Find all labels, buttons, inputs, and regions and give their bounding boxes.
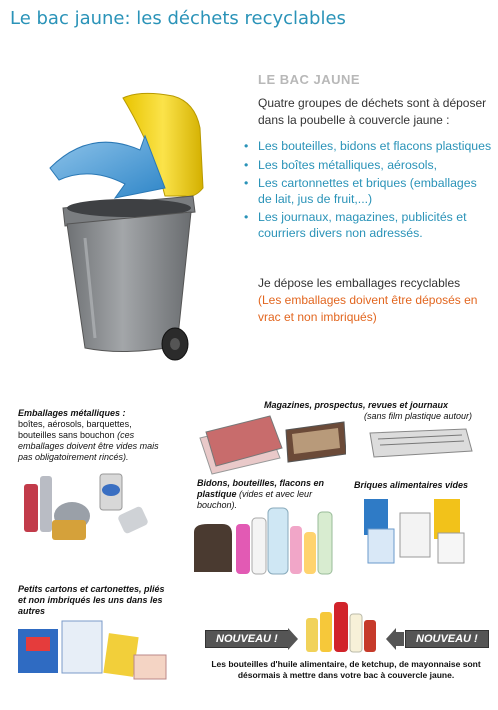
- page-title: Le bac jaune: les déchets recyclables: [10, 8, 346, 29]
- bricks-caption-title: Briques alimentaires vides: [354, 480, 469, 490]
- metal-caption-body: boîtes, aérosols, barquettes, bouteilles sans bouchon: [18, 419, 132, 440]
- list-item: • Les cartonnettes et briques (emballages de lait, jus de fruit,...): [242, 176, 492, 207]
- nouveau-text: Les bouteilles d'huile alimentaire, de ketchup, de mayonnaise sont désormais à mettre dans votre bac à couvercle jaune.: [211, 659, 481, 680]
- yellow-bin-illustration: [45, 88, 205, 373]
- magazines-caption-note: (sans film plastique autour): [364, 411, 473, 421]
- food-bricks-image: [360, 493, 475, 565]
- magazines-caption-title: Magazines, prospectus, revues et journaux: [264, 400, 449, 410]
- bottles-caption-note: (vides et avec leur bouchon).: [197, 489, 313, 510]
- nouveau-badge-right: NOUVEAU !: [405, 630, 489, 648]
- list-item: • Les boîtes métalliques, aérosols,: [242, 158, 492, 174]
- newspapers-image: [366, 425, 476, 460]
- arrow-left-icon: [386, 628, 404, 650]
- metal-packaging-image: [14, 470, 164, 545]
- list-item: • Les bouteilles, bidons et flacons plastiques: [242, 139, 492, 155]
- arrow-right-icon: [280, 628, 298, 650]
- cartons-caption: [18, 584, 173, 617]
- sauce-bottles-image: [302, 598, 382, 654]
- cartons-caption-title: Petits cartons et cartonettes, pliés et non imbriqués les uns dans les autres: [18, 584, 165, 616]
- deposit-note: (Les emballages doivent être déposés en vrac et non imbriqués): [258, 293, 478, 324]
- magazines-caption: [264, 400, 489, 422]
- nouveau-badge-left: NOUVEAU !: [205, 630, 289, 648]
- cartons-image: [14, 615, 170, 685]
- metal-caption-note: (ces emballages doivent être vides mais pas obligatoirement rincés).: [18, 430, 159, 462]
- bricks-caption: [354, 480, 494, 491]
- intro-text: Quatre groupes de déchets sont à déposer dans la poubelle à couvercle jaune :: [258, 96, 487, 127]
- waste-group-list: [242, 139, 492, 244]
- plastic-bottles-image: [188, 502, 346, 580]
- metal-caption: [18, 408, 166, 463]
- bottles-caption-title: Bidons, bouteilles, flacons en plastique: [197, 478, 325, 499]
- section-heading: LE BAC JAUNE: [258, 72, 361, 87]
- list-item: • Les journaux, magazines, publicités et courriers divers non adressés.: [242, 210, 492, 241]
- deposit-line: Je dépose les emballages recyclables: [258, 276, 461, 290]
- metal-caption-title: Emballages métalliques :: [18, 408, 126, 418]
- blue-arrow-icon: [50, 136, 165, 198]
